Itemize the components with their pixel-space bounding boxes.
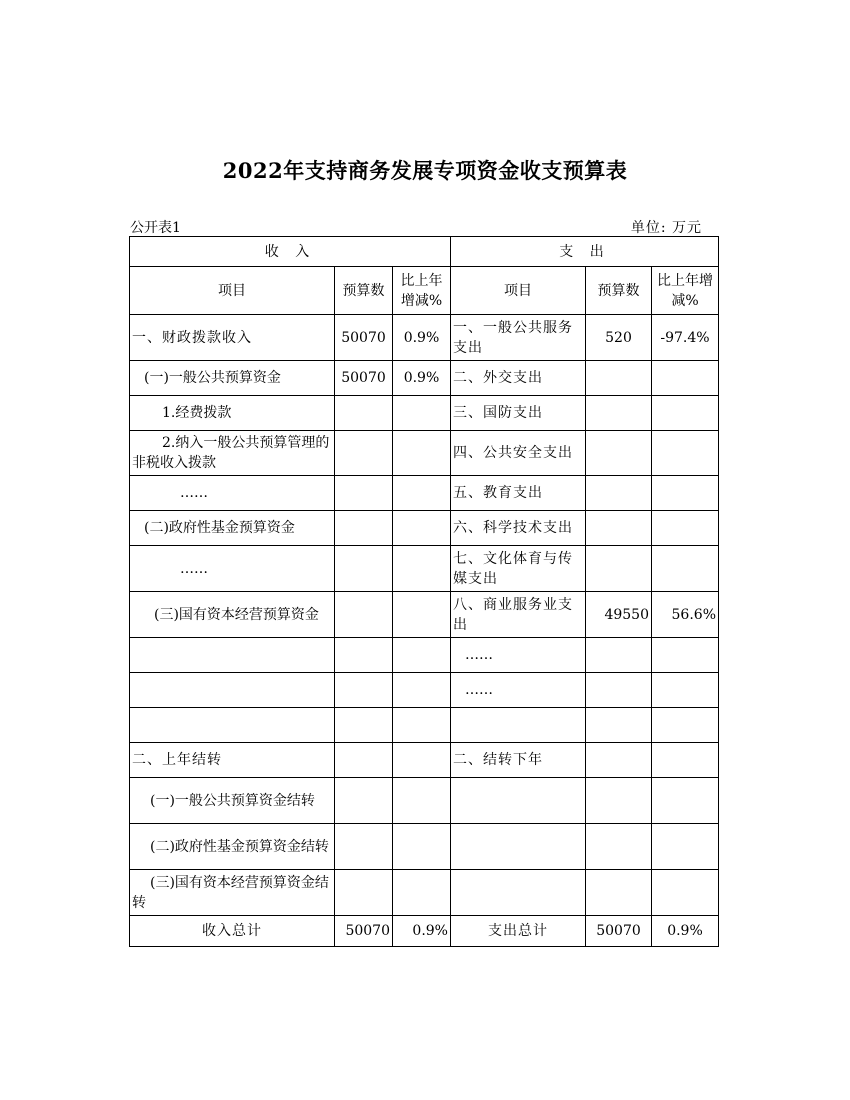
table-row — [130, 638, 719, 673]
income-item-cell: (二)政府性基金预算资金结转 — [130, 824, 335, 870]
income-item-cell: (二)政府性基金预算资金 — [130, 511, 335, 546]
income-item-cell: (三)国有资本经营预算资金 — [130, 592, 335, 638]
expense-budget-header: 预算数 — [586, 267, 652, 315]
income-item-cell: 1.经费拨款 — [130, 396, 335, 431]
expense-budget-cell — [586, 870, 652, 916]
income-change-cell — [393, 476, 451, 511]
expense-item-cell: …… — [451, 638, 586, 673]
income-total-label: 收入总计 — [130, 916, 335, 947]
expense-budget-cell: 520 — [586, 315, 652, 361]
expense-item-cell: 二、结转下年 — [451, 743, 586, 778]
expense-item-cell: …… — [451, 673, 586, 708]
income-change-cell — [393, 778, 451, 824]
unit-label: 单位: 万元 — [630, 220, 702, 236]
income-change-cell — [393, 870, 451, 916]
income-item-cell: 二、上年结转 — [130, 743, 335, 778]
expense-item-cell — [451, 870, 586, 916]
expense-budget-cell — [586, 708, 652, 743]
income-budget-cell: 50070 — [335, 315, 393, 361]
expense-change-cell — [652, 511, 719, 546]
table-row — [130, 431, 719, 476]
table-row — [130, 824, 719, 870]
income-total-budget: 50070 — [335, 916, 393, 947]
income-change-header: 比上年增减% — [393, 267, 451, 315]
expense-change-cell: -97.4% — [652, 315, 719, 361]
expense-change-cell — [652, 546, 719, 592]
expense-total-change: 0.9% — [652, 916, 719, 947]
expense-budget-cell — [586, 396, 652, 431]
expense-budget-cell — [586, 511, 652, 546]
expense-budget-cell — [586, 431, 652, 476]
income-budget-header: 预算数 — [335, 267, 393, 315]
expense-item-cell: 七、文化体育与传媒支出 — [451, 546, 586, 592]
expense-change-cell — [652, 778, 719, 824]
income-change-cell: 0.9% — [393, 361, 451, 396]
table-row — [130, 592, 719, 638]
income-item-cell — [130, 673, 335, 708]
table-row — [130, 743, 719, 778]
expense-item-header: 项目 — [451, 267, 586, 315]
income-change-cell — [393, 673, 451, 708]
income-change-cell — [393, 708, 451, 743]
income-change-cell — [393, 824, 451, 870]
totals-row — [130, 916, 719, 947]
expense-budget-cell — [586, 673, 652, 708]
table-column-header-row — [130, 267, 719, 315]
income-change-cell — [393, 396, 451, 431]
expense-change-cell — [652, 824, 719, 870]
expense-budget-cell — [586, 361, 652, 396]
expense-change-cell: 56.6% — [652, 592, 719, 638]
income-budget-cell — [335, 396, 393, 431]
income-item-cell: 一、财政拨款收入 — [130, 315, 335, 361]
income-budget-cell — [335, 638, 393, 673]
expense-item-cell: 二、外交支出 — [451, 361, 586, 396]
income-budget-cell — [335, 431, 393, 476]
income-budget-cell — [335, 743, 393, 778]
table-row — [130, 778, 719, 824]
income-budget-cell — [335, 546, 393, 592]
income-item-cell: 2.纳入一般公共预算管理的非税收入拨款 — [130, 431, 335, 476]
table-row — [130, 361, 719, 396]
expense-budget-cell — [586, 546, 652, 592]
expense-budget-cell — [586, 476, 652, 511]
expense-item-cell — [451, 778, 586, 824]
income-total-change: 0.9% — [393, 916, 451, 947]
expense-budget-cell — [586, 778, 652, 824]
table-row — [130, 870, 719, 916]
form-label: 公开表1 — [130, 220, 181, 236]
table-group-header-row — [130, 237, 719, 267]
table-row — [130, 546, 719, 592]
expense-item-cell: 六、科学技术支出 — [451, 511, 586, 546]
budget-table — [129, 236, 719, 947]
income-change-cell — [393, 743, 451, 778]
expense-budget-cell — [586, 743, 652, 778]
income-change-cell — [393, 638, 451, 673]
page-title: 2022年支持商务发展专项资金收支预算表 — [222, 158, 628, 183]
table-row — [130, 511, 719, 546]
expense-change-cell — [652, 870, 719, 916]
income-budget-cell — [335, 592, 393, 638]
expense-change-cell — [652, 476, 719, 511]
expense-header: 支 出 — [451, 237, 719, 267]
income-budget-cell — [335, 870, 393, 916]
income-budget-cell — [335, 708, 393, 743]
income-budget-cell — [335, 673, 393, 708]
expense-item-cell: 一、一般公共服务支出 — [451, 315, 586, 361]
expense-item-cell — [451, 708, 586, 743]
income-change-cell — [393, 511, 451, 546]
table-meta — [130, 217, 702, 237]
income-item-cell: (三)国有资本经营预算资金结转 — [130, 870, 335, 916]
table-row — [130, 476, 719, 511]
expense-total-budget: 50070 — [586, 916, 652, 947]
income-item-cell — [130, 638, 335, 673]
income-budget-cell — [335, 476, 393, 511]
income-item-cell: …… — [130, 476, 335, 511]
expense-change-cell — [652, 673, 719, 708]
expense-total-label: 支出总计 — [451, 916, 586, 947]
table-row — [130, 396, 719, 431]
income-item-cell: (一)一般公共预算资金结转 — [130, 778, 335, 824]
income-item-cell: (一)一般公共预算资金 — [130, 361, 335, 396]
income-budget-cell: 50070 — [335, 361, 393, 396]
expense-change-cell — [652, 708, 719, 743]
income-budget-cell — [335, 824, 393, 870]
expense-change-header: 比上年增减% — [652, 267, 719, 315]
income-change-cell — [393, 592, 451, 638]
income-budget-cell — [335, 511, 393, 546]
income-item-cell — [130, 708, 335, 743]
income-change-cell — [393, 546, 451, 592]
expense-item-cell: 三、国防支出 — [451, 396, 586, 431]
expense-change-cell — [652, 638, 719, 673]
income-budget-cell — [335, 778, 393, 824]
expense-change-cell — [652, 431, 719, 476]
expense-change-cell — [652, 361, 719, 396]
table-row — [130, 708, 719, 743]
income-change-cell: 0.9% — [393, 315, 451, 361]
expense-budget-cell — [586, 638, 652, 673]
table-row — [130, 673, 719, 708]
income-change-cell — [393, 431, 451, 476]
expense-budget-cell — [586, 824, 652, 870]
expense-change-cell — [652, 396, 719, 431]
expense-item-cell: 八、商业服务业支出 — [451, 592, 586, 638]
expense-change-cell — [652, 743, 719, 778]
expense-budget-cell: 49550 — [586, 592, 652, 638]
table-row — [130, 315, 719, 361]
income-item-header: 项目 — [130, 267, 335, 315]
income-header: 收 入 — [130, 237, 451, 267]
expense-item-cell: 五、教育支出 — [451, 476, 586, 511]
expense-item-cell — [451, 824, 586, 870]
expense-item-cell: 四、公共安全支出 — [451, 431, 586, 476]
income-item-cell: …… — [130, 546, 335, 592]
